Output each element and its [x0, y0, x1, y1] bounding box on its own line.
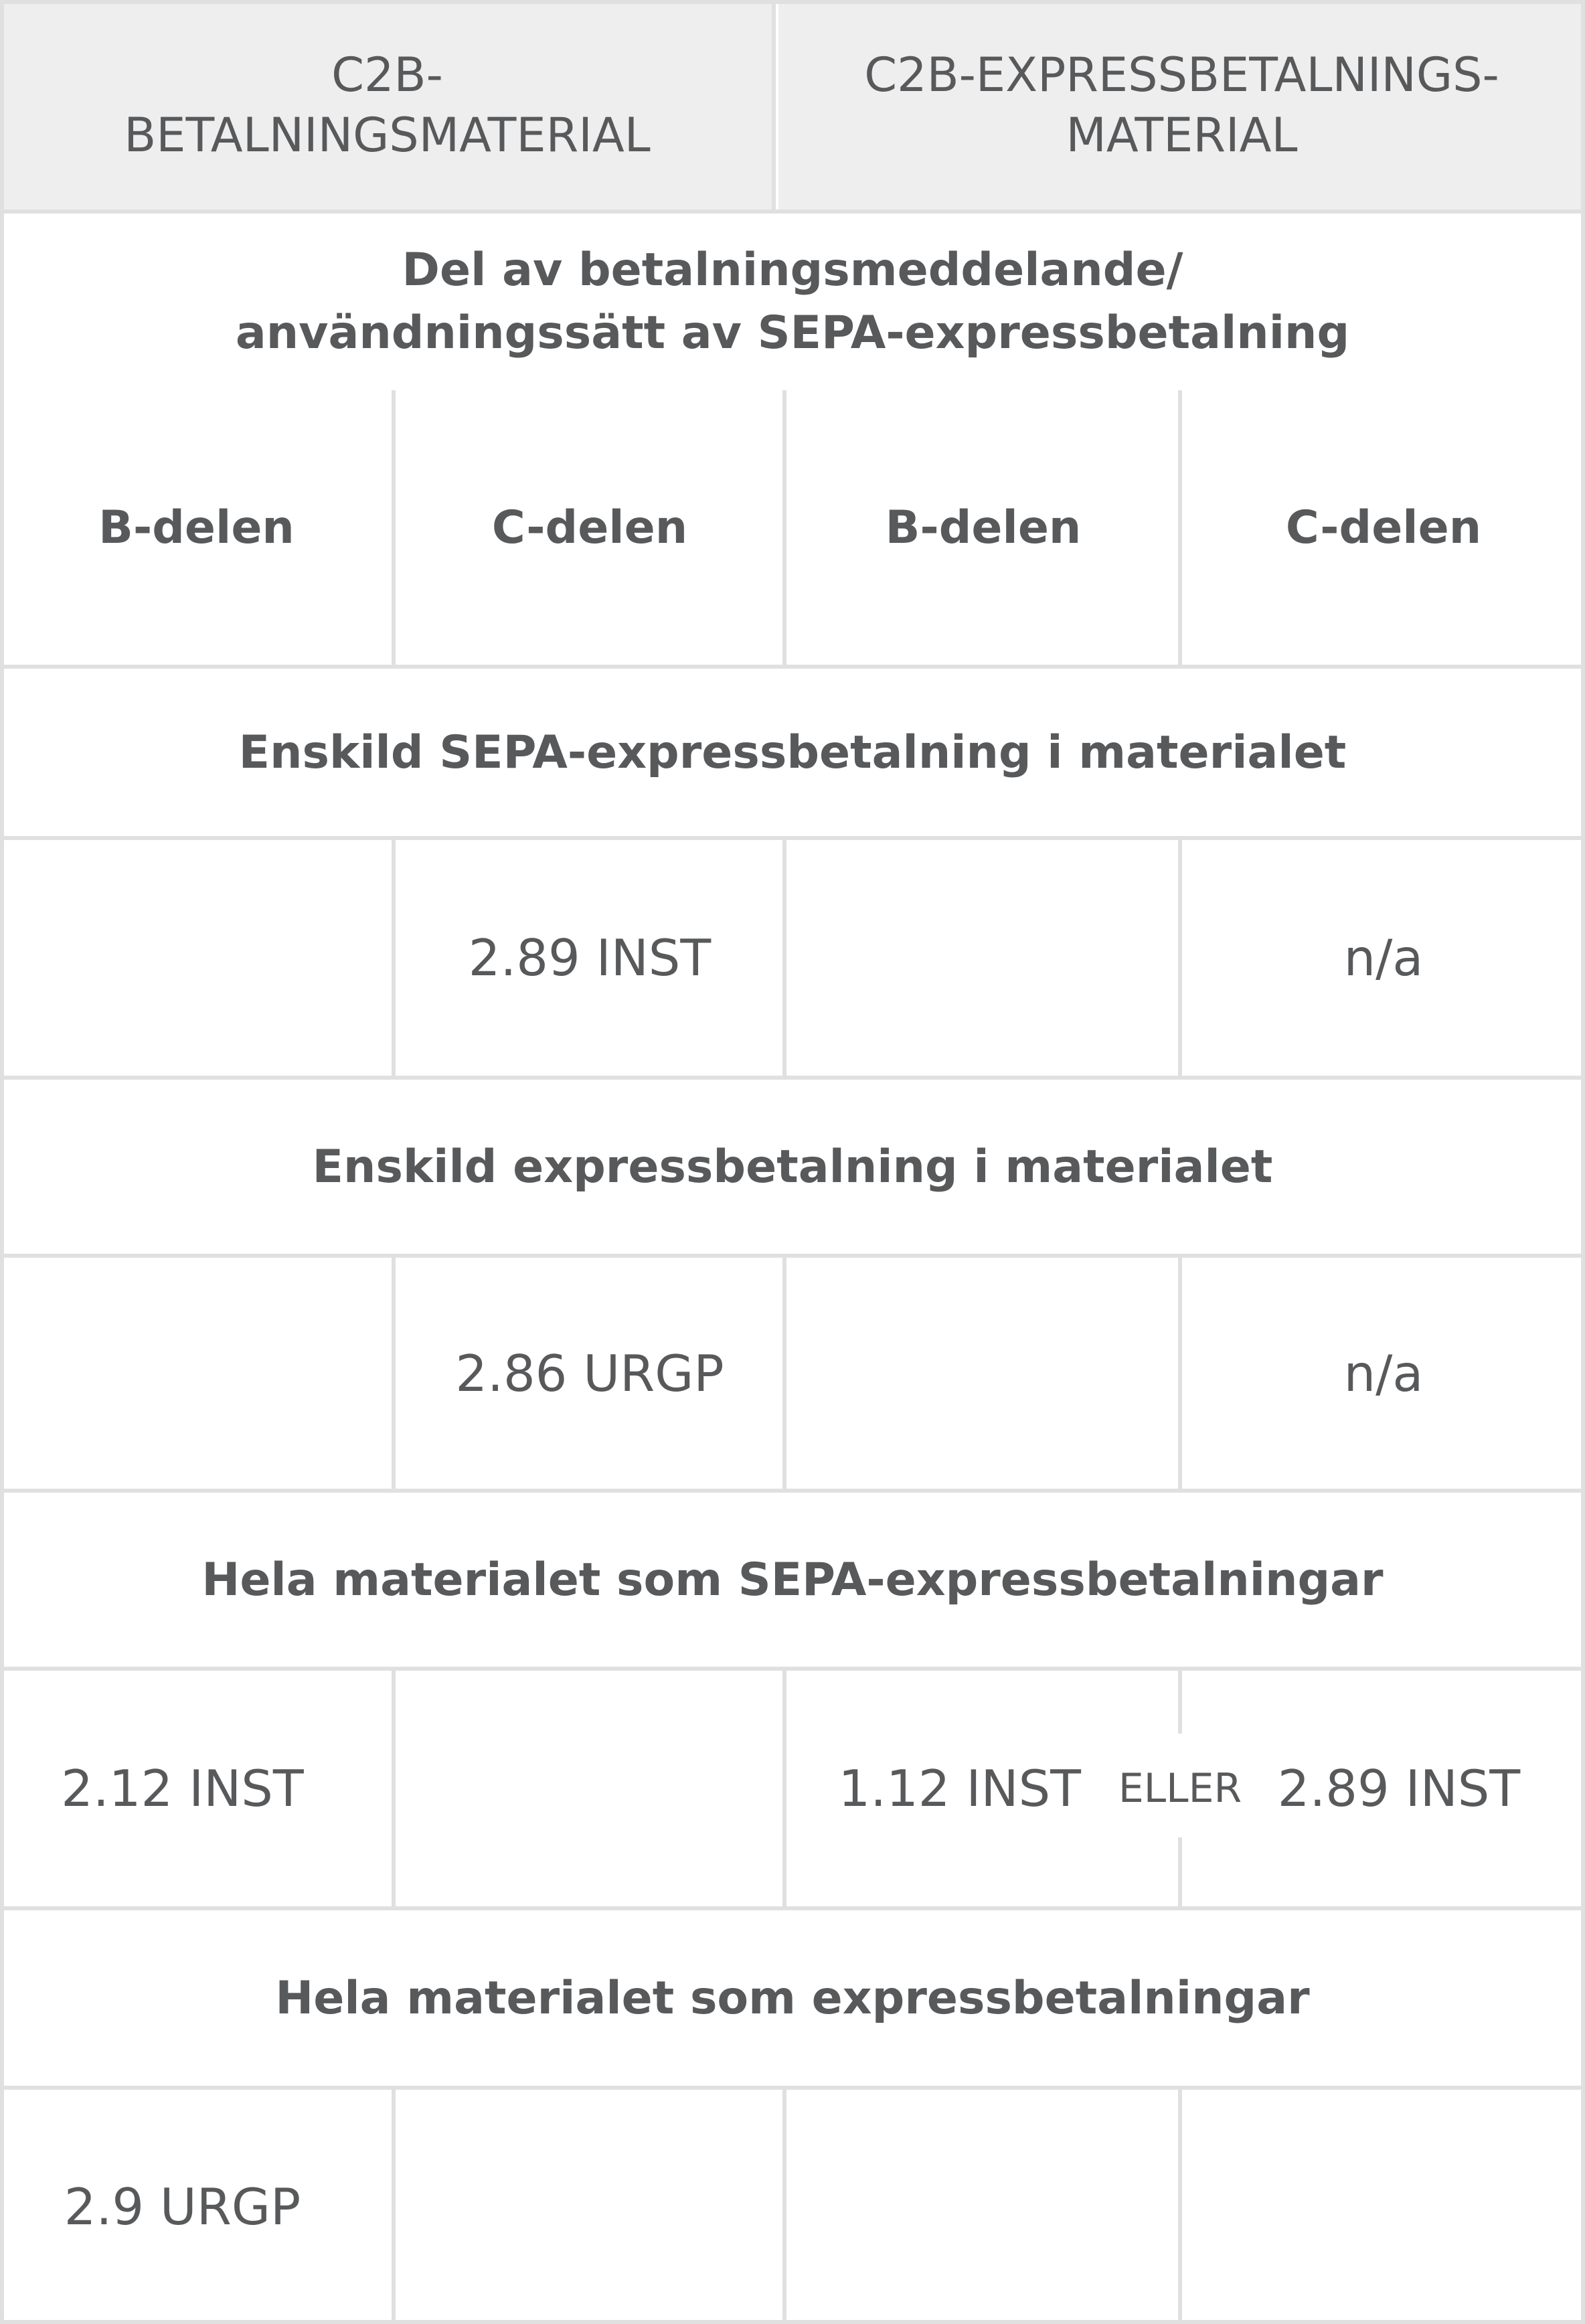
divider — [782, 836, 786, 1080]
section-title-whole-material-express: Hela materialet som expressbetalningar — [275, 1971, 1310, 2025]
divider — [0, 1076, 1585, 1080]
divider — [0, 2086, 1585, 2090]
divider — [1178, 390, 1182, 665]
value-cell — [786, 2090, 1180, 2324]
divider — [1178, 836, 1182, 1080]
usage-title-line1: Del av betalningsmeddelande/ — [402, 243, 1183, 297]
section-title-single-express: Enskild expressbetalning i materialet — [312, 1140, 1273, 1193]
value-cell: n/a — [1343, 928, 1424, 987]
value-cell — [395, 2090, 784, 2324]
column-label-b-part-2: B-delen — [885, 501, 1082, 554]
header-c2b-express-payment-material — [778, 0, 1585, 211]
value-cell — [786, 1258, 1180, 1489]
divider — [0, 210, 1585, 214]
value-cell: 2.89 INST — [1277, 1759, 1521, 1818]
divider — [0, 0, 1585, 4]
value-cell — [0, 1258, 393, 1489]
header-c2b-payment-material — [0, 0, 774, 211]
header-col1-line2: BETALNINGSMATERIAL — [124, 107, 651, 163]
column-label-c-part-2: C-delen — [1285, 501, 1482, 554]
divider — [0, 1667, 1585, 1671]
section-title-single-sepa-express: Enskild SEPA-expressbetalning i materialet — [238, 726, 1347, 779]
divider — [772, 0, 776, 211]
value-cell: 2.89 INST — [468, 928, 712, 987]
value-cell — [1182, 2090, 1585, 2324]
value-cell: 2.12 INST — [61, 1759, 304, 1818]
divider — [392, 390, 396, 665]
value-cell: 1.12 INST — [838, 1759, 1081, 1818]
divider — [1178, 1667, 1182, 1734]
value-cell: 2.9 URGP — [64, 2177, 301, 2236]
header-col1-line1: C2B- — [331, 47, 443, 102]
value-cell — [786, 840, 1180, 1076]
section-title-whole-material-sepa-express: Hela materialet som SEPA-expressbetalningar — [201, 1553, 1384, 1606]
value-cell — [395, 1671, 784, 1906]
divider — [1581, 0, 1585, 2324]
divider — [0, 1489, 1585, 1493]
value-cell — [0, 840, 393, 1076]
divider — [0, 2320, 1585, 2324]
divider — [1178, 1837, 1182, 1910]
value-cell: 2.86 URGP — [455, 1343, 724, 1403]
divider — [392, 2086, 396, 2324]
column-label-c-part-1: C-delen — [491, 501, 688, 554]
divider — [0, 0, 4, 2324]
usage-title-line2: användningssätt av SEPA-expressbetalning — [235, 306, 1350, 359]
column-label-b-part-1: B-delen — [98, 501, 295, 554]
or-connector-label: ELLER — [1113, 1762, 1247, 1815]
divider — [782, 1667, 786, 1910]
divider — [0, 1906, 1585, 1910]
header-col2-line1: C2B-EXPRESSBETALNINGS- — [864, 47, 1499, 102]
divider — [0, 836, 1585, 840]
divider — [782, 2086, 786, 2324]
divider — [782, 1254, 786, 1493]
divider — [392, 1254, 396, 1493]
divider — [1178, 2086, 1182, 2324]
divider — [1178, 1254, 1182, 1493]
divider — [782, 390, 786, 665]
divider — [392, 836, 396, 1080]
divider — [0, 1254, 1585, 1258]
usage-title — [0, 213, 1585, 390]
divider — [392, 1667, 396, 1910]
header-col2-line2: MATERIAL — [1066, 107, 1298, 163]
value-cell: n/a — [1343, 1343, 1424, 1403]
divider — [0, 665, 1585, 669]
